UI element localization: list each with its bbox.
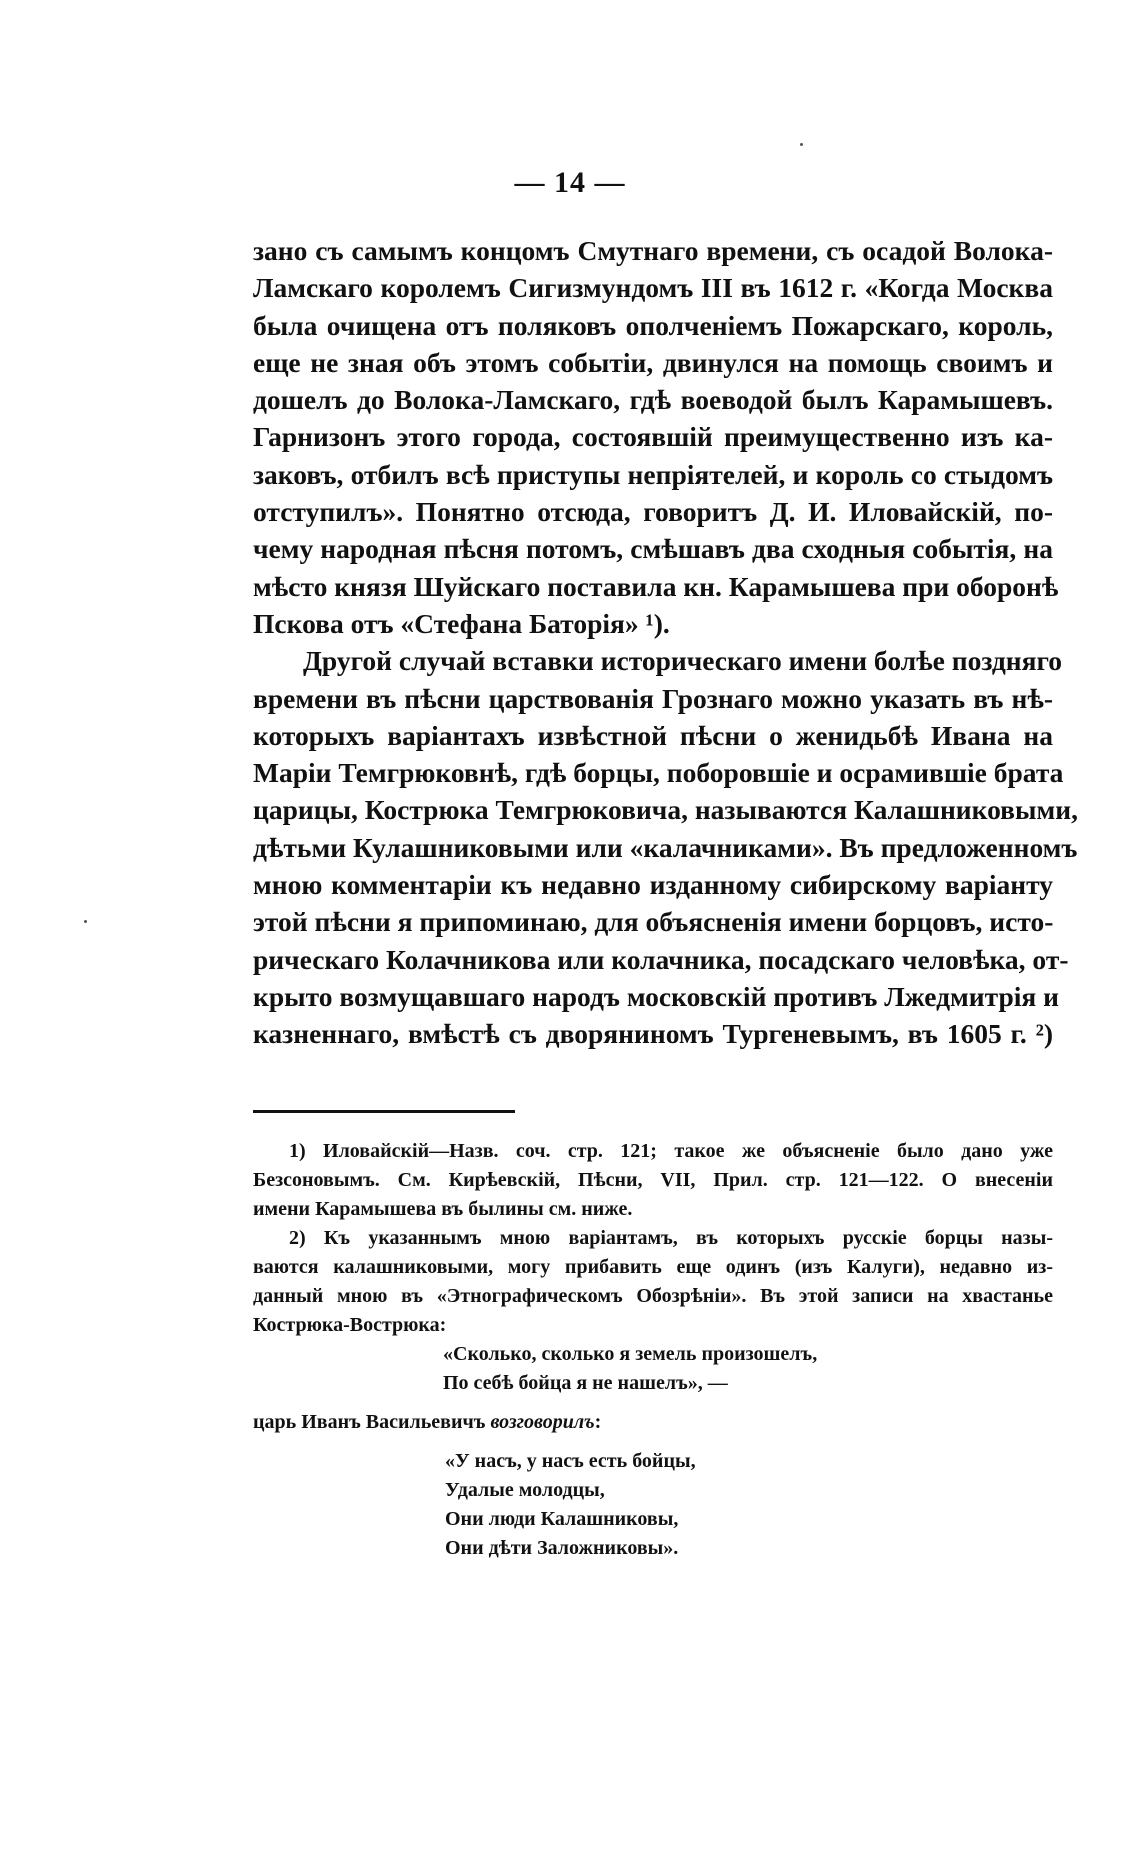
text-line: чему народная пѣсня потомъ, смѣшавъ два сходныя событія, на xyxy=(253,533,1053,565)
text-line: рическаго Колачникова или колачника, посадскаго человѣка, от- xyxy=(253,943,1069,975)
text-line: зано съ самымъ концомъ Смутнаго времени, съ осадой Волока- xyxy=(253,235,1053,266)
text-line: отступилъ». Понятно отсюда, говоритъ Д. И. Иловайскій, по- xyxy=(253,496,1053,528)
verse-line: Они люди Калашниковы, xyxy=(445,1508,679,1530)
text-line: казненнаго, вмѣстѣ съ дворяниномъ Тургеневымъ, въ 1605 г. ²) xyxy=(253,1018,1053,1050)
text-line: Пскова отъ «Стефана Баторія» ¹). xyxy=(253,607,670,639)
footnote-line: 2) Къ указаннымъ мною варіантамъ, въ которыхъ русскіе борцы назы- xyxy=(289,1227,1053,1249)
text-line: мѣсто князя Шуйскаго поставила кн. Карамышева при оборонѣ xyxy=(253,570,1059,602)
text-line: заковъ, отбилъ всѣ приступы непріятелей, и король со стыдомъ xyxy=(253,458,1053,490)
text-line: Маріи Темгрюковнѣ, гдѣ борцы, поборовшіе и осрамившіе брата xyxy=(253,757,1064,789)
verse-line: По себѣ бойца я не нашелъ», — xyxy=(443,1372,728,1394)
scan-speck xyxy=(84,920,87,923)
footnote-line: 1) Иловайскій—Назв. соч. стр. 121; такое же объясненіе было дано уже xyxy=(289,1140,1053,1162)
paragraph-2 xyxy=(253,642,1078,1052)
verse-line: «У насъ, у насъ есть бойцы, xyxy=(445,1450,696,1472)
text-line: мною комментаріи къ недавно изданному сибирскому варіанту xyxy=(253,869,1053,901)
text-line: царицы, Кострюка Темгрюковича, называются Калашниковыми, xyxy=(253,794,1078,826)
verse-quote-1 xyxy=(253,1340,1053,1398)
page-number: — 14 — xyxy=(514,166,626,199)
footnote-line: Кострюка-Вострюка: xyxy=(253,1314,447,1336)
footnote-line: имени Карамышева въ былины см. ниже. xyxy=(253,1198,633,1220)
verse-quote-2 xyxy=(253,1447,1053,1563)
footnotes xyxy=(253,1137,1053,1563)
text-line: была очищена отъ поляковъ ополченіемъ Пожарскаго, король, xyxy=(253,309,1053,341)
text-line: времени въ пѣсни царствованія Грознаго можно указать въ нѣ- xyxy=(253,682,1053,714)
footnote-separator xyxy=(253,1110,515,1113)
text-line: дѣтьми Кулашниковыми или «калачниками». Въ предложенномъ xyxy=(253,831,1078,863)
verse-line: «Сколько, сколько я земель произошелъ, xyxy=(443,1343,818,1365)
footnote-2 xyxy=(253,1224,1053,1340)
paragraph-1 xyxy=(253,232,1059,642)
text-line: крыто возмущавшаго народъ московскій противъ Лжедмитрія и xyxy=(253,980,1060,1012)
verse-line: Удалые молодцы, xyxy=(445,1479,605,1501)
footnote-line: ваются калашниковыми, могу прибавить еще одинъ (изъ Калуги), недавно из- xyxy=(253,1256,1053,1278)
main-text xyxy=(253,232,1078,1053)
text-line: этой пѣсни я припоминаю, для объясненія имени борцовъ, исто- xyxy=(253,906,1054,938)
footnote-line: Безсоновымъ. См. Кирѣевскій, Пѣсни, VII, Прил. стр. 121—122. О внесеніи xyxy=(253,1169,1053,1191)
text-line: дошелъ до Волока-Ламскаго, гдѣ воеводой былъ Карамышевъ. xyxy=(253,384,1053,416)
speaker-name: царь Иванъ Васильевичъ xyxy=(253,1411,491,1433)
footnote-1 xyxy=(253,1137,1053,1224)
verse-line: Они дѣти Заложниковы». xyxy=(445,1537,679,1559)
footnote-line: данный мною въ «Этнографическомъ Обозрѣніи». Въ этой записи на хвастанье xyxy=(253,1285,1053,1307)
text-line: еще не зная объ этомъ событіи, двинулся на помощь своимъ и xyxy=(253,346,1053,378)
speaker-verb: возговорилъ xyxy=(490,1411,595,1433)
scan-speck xyxy=(800,143,803,146)
text-line: Ламскаго королемъ Сигизмундомъ III въ 1612 г. «Когда Москва xyxy=(253,272,1053,304)
text-line: Другой случай вставки историческаго имени болѣе поздняго xyxy=(303,645,1063,677)
text-line: Гарнизонъ этого города, состоявшій преимущественно изъ ка- xyxy=(253,421,1053,453)
speaker-line xyxy=(253,1408,1053,1437)
speaker-colon: : xyxy=(594,1411,602,1433)
text-line: которыхъ варіантахъ извѣстной пѣсни о женидьбѣ Ивана на xyxy=(253,719,1053,751)
